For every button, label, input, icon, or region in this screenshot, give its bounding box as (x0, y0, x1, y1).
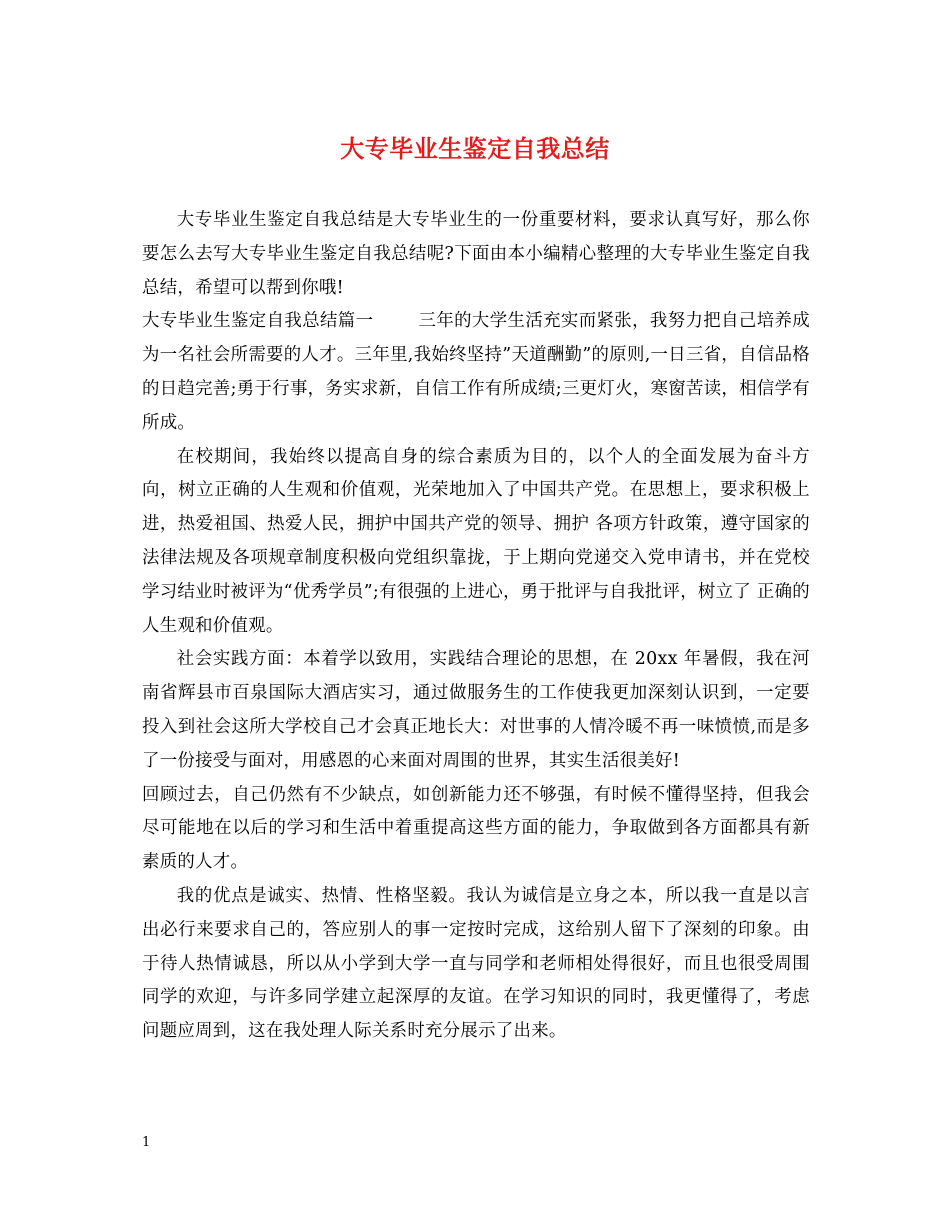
paragraph-party: 在校期间，我始终以提高自身的综合素质为目的，以个人的全面发展为奋斗方向，树立正确的人生观和价值观，光荣地加入了中国共产党。在思想上，要求积极上进，热爱祖国、热爱人民，拥护中国共产党的领导、拥护 各项方针政策，遵守国家的法律法规及各项规章制度积极向党组织靠拢，于上期向党递交入党申请书，并在党校学习结业时被评为“优秀学员”;有很强的上进心，勇于批评与自我批评，树立了 正确的人生观和价值观。 (142, 446, 810, 636)
document-body (142, 204, 810, 1049)
section-first-text: 三年的大学生活充实而紧张，我努力把自己培养成为一名社会所需要的人才。三年里,我始终坚持”天道酬勤”的原则,一日三省，自信品格的日趋完善;勇于行事，务实求新，自信工作有所成绩;三更灯火，寒窗苦读，相信学有所成。 (142, 311, 810, 433)
section-heading: 大专毕业生鉴定自我总结篇一 (142, 311, 374, 332)
paragraph-practice: 社会实践方面：本着学以致用，实践结合理论的思想，在 20xx 年暑假，我在河南省辉县市百泉国际大酒店实习，通过做服务生的工作使我更加深刻认识到，一定要投入到社会这所大学校自己才会真正地长大：对世事的人情冷暖不再一味愤愤,而是多了一份接受与面对，用感恩的心来面对周围的世界，其实生活很美好! (142, 649, 810, 771)
paragraph-review: 回顾过去，自己仍然有不少缺点，如创新能力还不够强，有时候不懂得坚持，但我会尽可能地在以后的学习和生活中着重提高这些方面的能力，争取做到各方面都具有新素质的人才。 (142, 784, 810, 873)
document-title: 大专毕业生鉴定自我总结 (340, 134, 610, 163)
paragraph-strengths: 我的优点是诚实、热情、性格坚毅。我认为诚信是立身之本，所以我一直是以言出必行来要求自己的，答应别人的事一定按时完成，这给别人留下了深刻的印象。由于待人热情诚恳，所以从小学到大学一直与同学和老师相处得很好，而且也很受周围同学的欢迎，与许多同学建立起深厚的友谊。在学习知识的同时，我更懂得了，考虑问题应周到，这在我处理人际关系时充分展示了出来。 (142, 885, 810, 1042)
section-paragraph (142, 305, 810, 440)
page-number: 1 (142, 1135, 151, 1150)
intro-paragraph: 大专毕业生鉴定自我总结是大专毕业生的一份重要材料，要求认真写好，那么你要怎么去写大专毕业生鉴定自我总结呢?下面由本小编精心整理的大专毕业生鉴定自我总结，希望可以帮到你哦! (142, 210, 810, 298)
